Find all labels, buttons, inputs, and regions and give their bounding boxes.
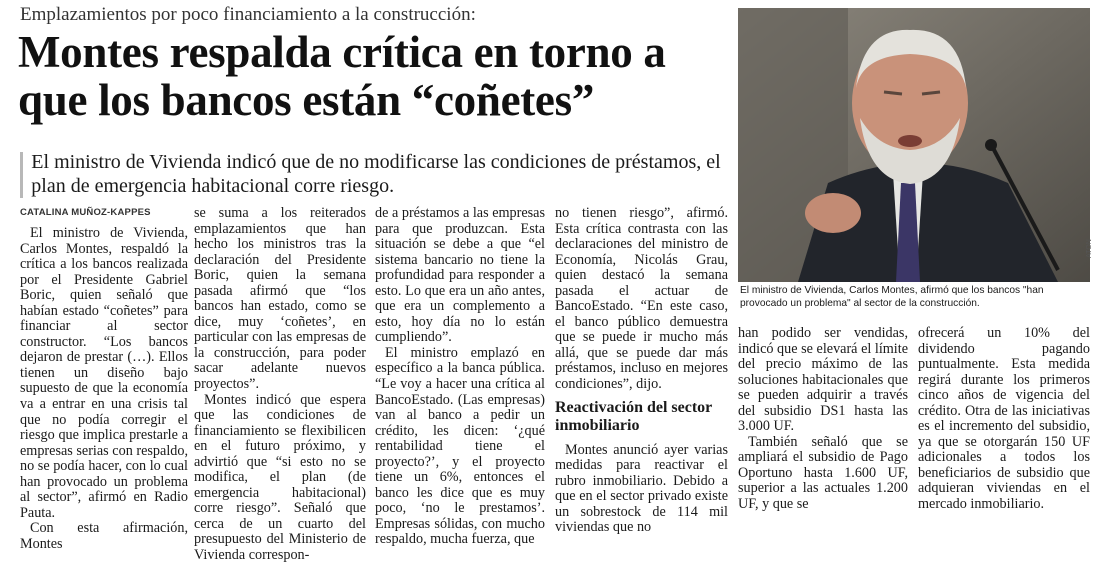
column-5: [738, 326, 908, 513]
paragraph: ofrecerá un 10% del dividendo pagando puntualmente. Esta medida regirá durante los primeros cinco años de vigencia del crédito. Otra de las iniciativas es el incremento del subsidio, ya que se otorgarán 150 UF adicionales a todos los beneficiarios de subsidio que adquieran viviendas en el mercado inmobiliario.: [918, 325, 1090, 513]
photo-caption: El ministro de Vivienda, Carlos Montes, afirmó que los bancos "han provocado un problema" al sector de la construcción.: [740, 285, 1044, 309]
deck: [20, 150, 730, 198]
column-4: [555, 206, 728, 536]
column-6: [918, 326, 1090, 513]
kicker: Emplazamientos por poco financiamiento a la construcción:: [20, 4, 476, 25]
deck-text: El ministro de Vivienda indicó que de no modificarse las condiciones de préstamos, el plan de emergencia habitacional corre riesgo.: [31, 151, 721, 197]
paragraph: El ministro emplazó en específico a la banca pública. “Le voy a hacer una crítica al BancoEstado. (Las empresas) van al banco a pedir un crédito, les dicen: ‘¿qué rentabilidad tiene el proyecto?’, y el proyecto tiene un 6%, entonces el banco les dice que es muy poco, ‘no le prestamos’. Empresas sólidas, con mucho respaldo, mucha fuerza, que: [375, 344, 545, 548]
paragraph: También señaló que se ampliará el subsidio de Pago Oportuno hasta 1.600 UF, superior a las actuales 1.200 UF, y que se: [738, 433, 908, 513]
photo: [738, 8, 1090, 282]
paragraph: han podido ser vendidas, indicó que se elevará el límite del precio máximo de las soluciones habitacionales que se pueden adquirir a través del subsidio DS1 hasta las 3.000 UF.: [738, 325, 908, 435]
headline: Montes respalda crítica en torno a que los bancos están “coñetes”: [18, 27, 666, 125]
deck-bar: [20, 152, 23, 198]
paragraph: de a préstamos a las empresas para que produzcan. Esta situación se debe a que “el sistema bancario no tiene la profundidad para responder a esto. Lo que era un año antes, que era un complemento a esto, hoy día no lo están cumpliendo”.: [375, 205, 545, 346]
portrait-illustration: [738, 8, 1090, 282]
paragraph: Montes indicó que espera que las condiciones de financiamiento se flexibilicen en el futuro próximo, y advirtió que “si esto no se modifica, el plan (de emergencia habitacional) corre riesgo”. Señaló que cerca de un cuarto del presupuesto del Ministerio de Vivienda correspon-: [194, 391, 366, 564]
column-3: [375, 206, 545, 548]
byline: CATALINA MUÑOZ-KAPPES: [20, 207, 151, 218]
paragraph: no tienen riesgo”, afirmó. Esta crítica contrasta con las declaraciones del ministro de Economía, Nicolás Grau, quien destacó la semana pasada el actuar de BancoEstado. “En este caso, el banco público demuestra que se puede ir mucho más allá, que se puede dar más préstamos, incluso en mejores condiciones”, dijo.: [555, 205, 728, 393]
paragraph: El ministro de Vivienda, Carlos Montes, respaldó la crítica a los bancos realizada por el Presidente Gabriel Boric, quien señaló que habían estado “coñetes” para financiar al sector constructor. “Los bancos dejaron de prestar (…). Ellos tienen un diseño bajo supuesto de que la economía va a entrar en una crisis tal que no podía corregir el riesgo que implica prestarle a empresas serias con respaldo, no se podía hacer, con lo cual han provocado un problema al sector”, afirmó en Radio Pauta.: [20, 225, 188, 521]
paragraph: Montes anunció ayer varias medidas para reactivar el rubro inmobiliario. Debido a que en el sector privado existe un sobrestock de 114 mil viviendas que no: [555, 441, 728, 536]
paragraph: Con esta afirmación, Montes: [20, 520, 188, 552]
photo-credit: ATON: [1086, 239, 1093, 258]
column-1: [20, 226, 188, 552]
subheading: Reactivación del sector inmobiliario: [555, 398, 712, 434]
paragraph: se suma a los reiterados emplazamientos que han hecho los ministros tras la declaración del Presidente Boric, quien la semana pasada afirmó que “los bancos han estado, como se dice, muy ‘coñetes’, en particular con las empresas de la construcción, para poder sacar adelante nuevos proyectos”.: [194, 205, 366, 393]
column-2: [194, 206, 366, 564]
